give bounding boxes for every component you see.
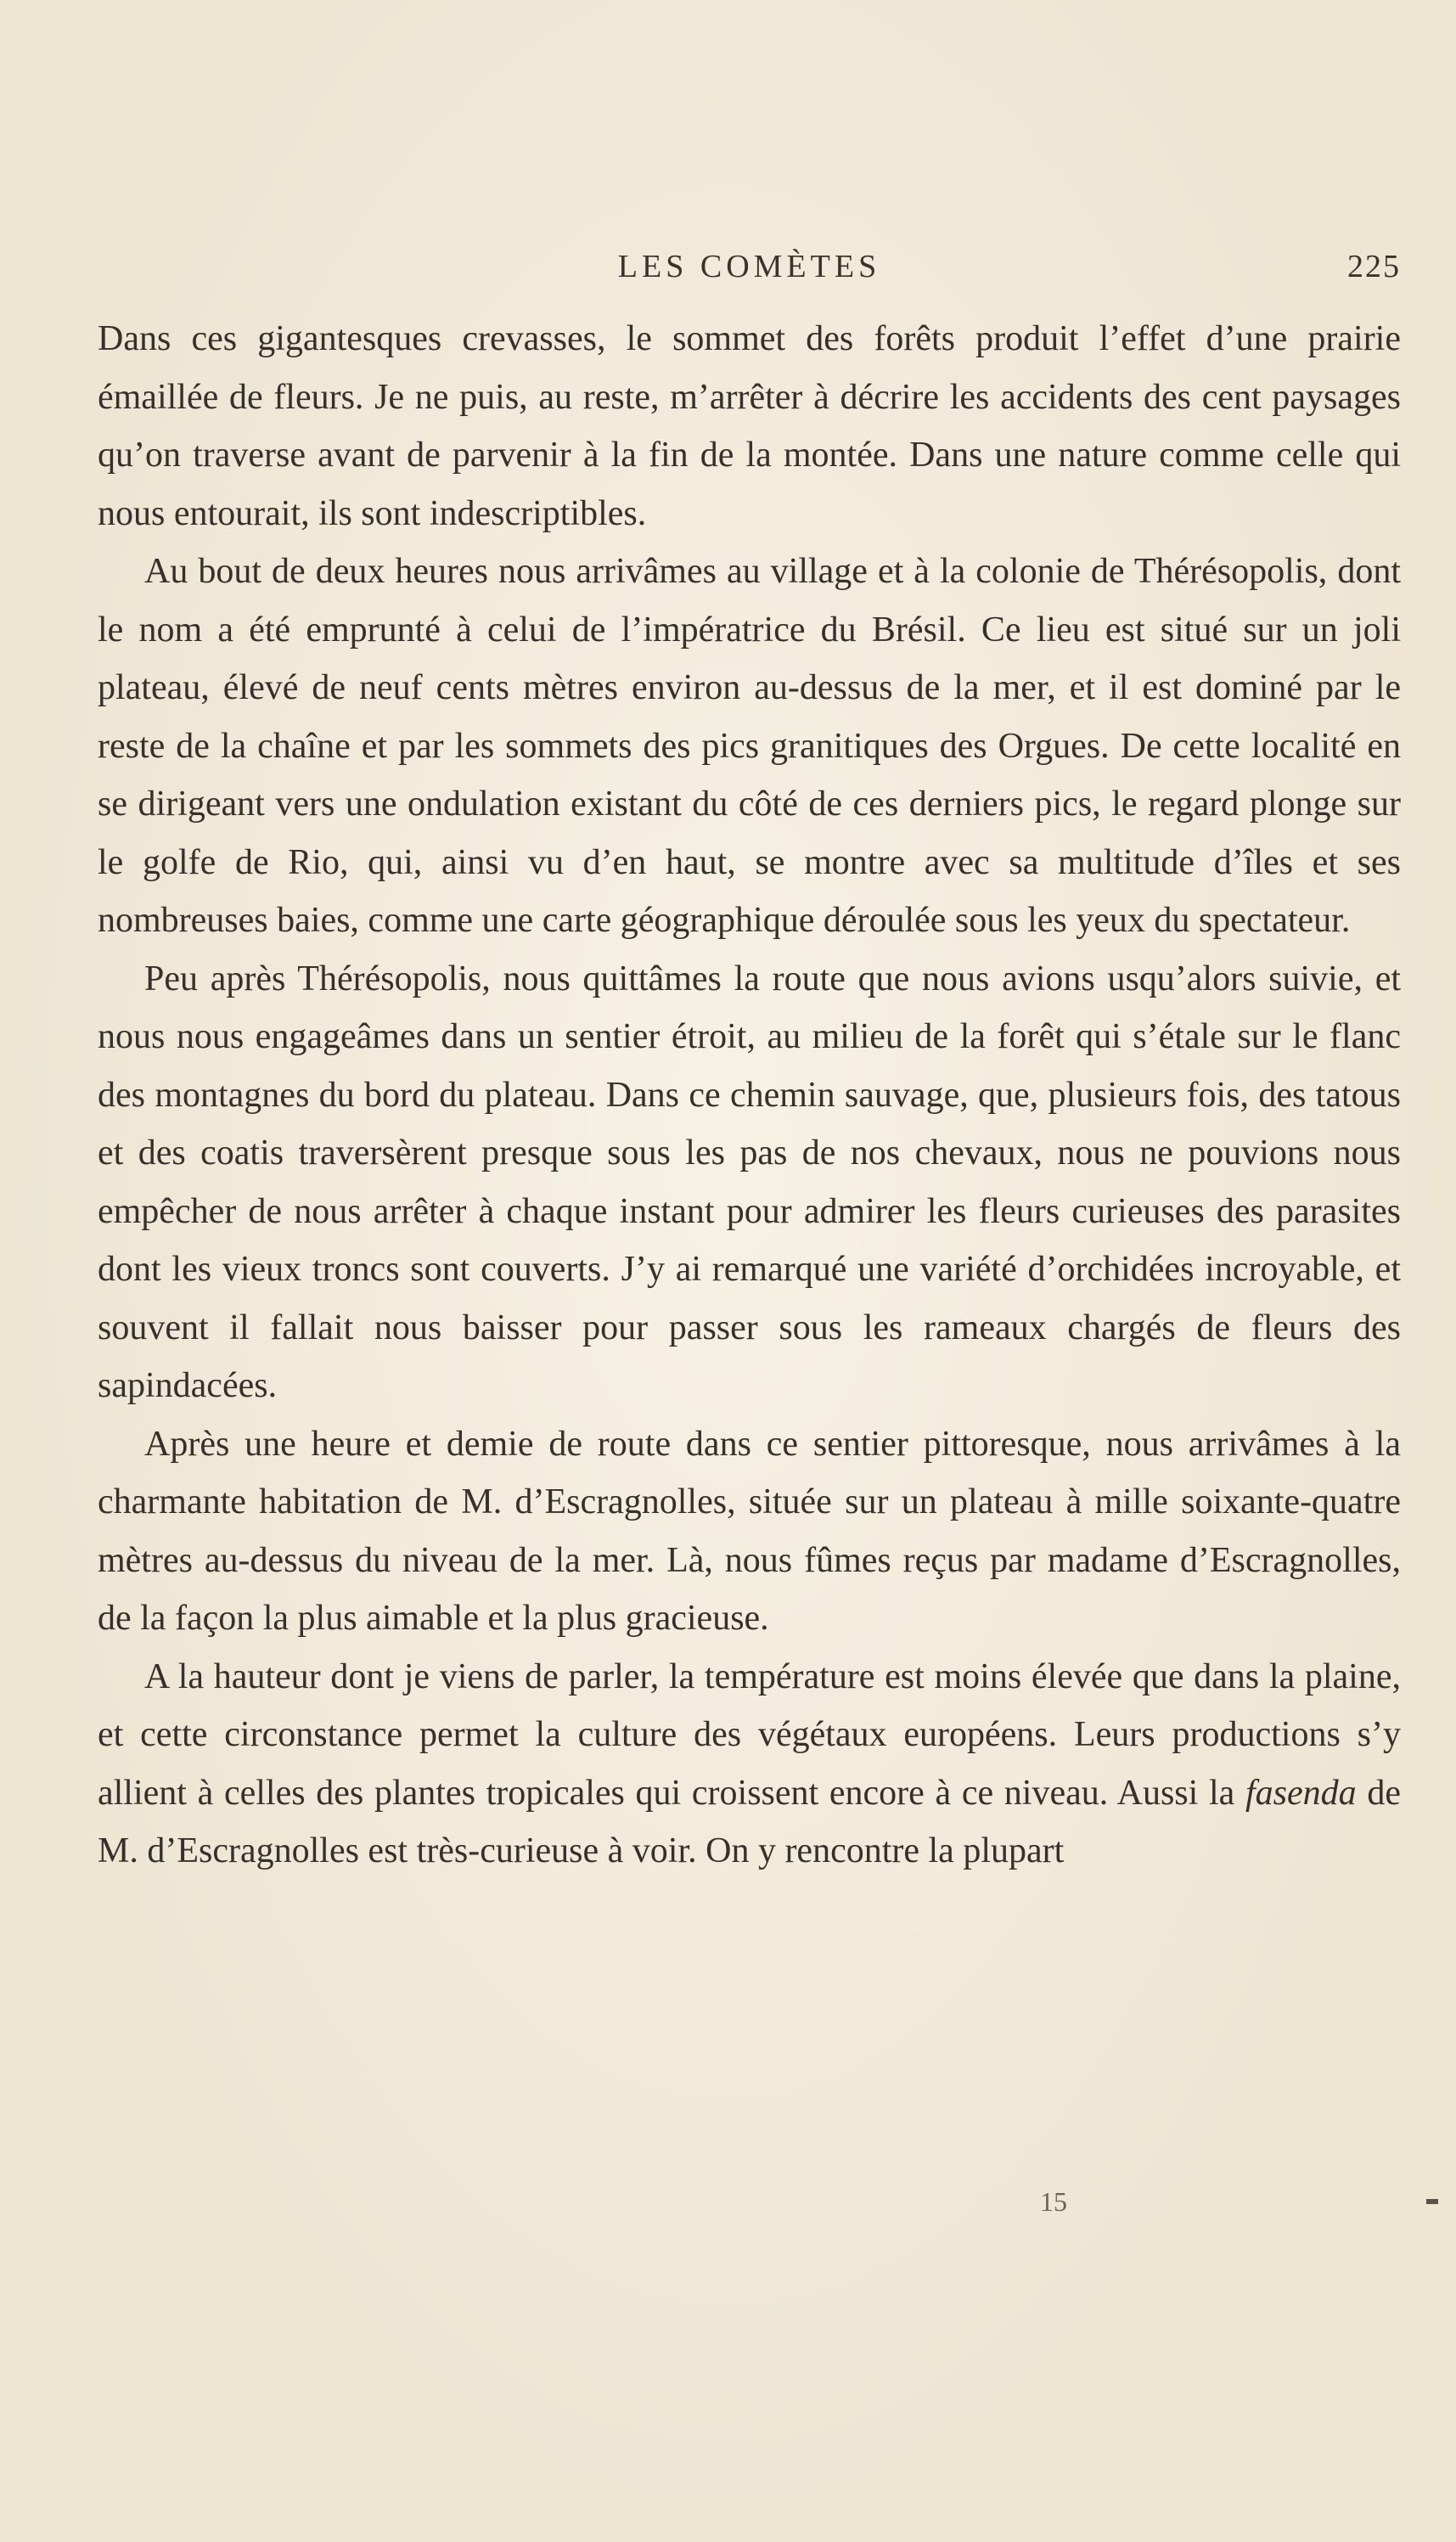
paragraph-4: Après une heure et demie de route dans ce sentier pittoresque, nous arrivâmes à la charmante habitation de M. d’Escragnolles, située sur un plateau à mille soixante-quatre mètres au-dessus du niveau de la mer. Là, nous fûmes reçus par madame d’Escragnolles, de la façon la plus aimable et la plus gracieuse. bbox=[98, 1424, 1401, 1638]
paragraph-2: Au bout de deux heures nous arrivâmes au village et à la colonie de Thérésopolis, dont le nom a été emprunté à celui de l’impératrice du Brésil. Ce lieu est situé sur un joli plateau, élevé de neuf cents mètres environ au-dessus de la mer, et il est dominé par le reste de la chaîne et par les sommets des pics granitiques des Orgues. De cette localité en se dirigeant vers une ondulation existant du côté de ces derniers pics, le regard plonge sur le golfe de Rio, qui, ainsi vu d’en haut, se montre avec sa multitude d’îles et ses nombreuses baies, comme une carte géographique déroulée sous les yeux du spectateur. bbox=[98, 552, 1401, 940]
running-title: LES COMÈTES bbox=[617, 249, 881, 284]
paragraph-5-text-start: A la hauteur dont je viens de parler, la température est moins élevée que dans la plaine, et cette circonstance permet la culture des végétaux européens. Leurs productions s’y allient à celles des plantes tropicales qui croissent encore à ce niveau. Aussi la bbox=[98, 1656, 1401, 1813]
paragraph-5 bbox=[98, 1648, 1401, 1881]
paragraph-5-text-end: de M. d’Escragnolles est très-curieuse à voir. On y rencontre la plupart bbox=[98, 1773, 1401, 1870]
margin-dash bbox=[1426, 2199, 1438, 2204]
page-header bbox=[98, 248, 1401, 299]
page-number: 225 bbox=[1347, 249, 1401, 284]
paragraph-1: Dans ces gigantesques crevasses, le sommet des forêts produit l’effet d’une prairie émaillée de fleurs. Je ne puis, au reste, m’arrêter à décrire les accidents des cent paysages qu’on traverse avant de parvenir à la fin de la montée. Dans une nature comme celle qui nous entourait, ils sont indescriptibles. bbox=[98, 319, 1401, 533]
fasenda-italic-term: fasenda bbox=[1245, 1773, 1357, 1813]
signature-mark: 15 bbox=[1040, 2186, 1067, 2217]
body-text bbox=[98, 310, 1401, 1881]
paragraph-3: Peu après Thérésopolis, nous quittâmes la route que nous avions usqu’alors suivie, et nous nous engageâmes dans un sentier étroit, au milieu de la forêt qui s’étale sur le flanc des montagnes du bord du plateau. Dans ce chemin sauvage, que, plusieurs fois, des tatous et des coatis traversèrent presque sous les pas de nos chevaux, nous ne pouvions nous empêcher de nous arrêter à chaque instant pour admirer les fleurs curieuses des parasites dont les vieux troncs sont couverts. J’y ai remarqué une variété d’orchidées incroyable, et souvent il fallait nous baisser pour passer sous les rameaux chargés de fleurs des sapindacées. bbox=[98, 959, 1401, 1405]
